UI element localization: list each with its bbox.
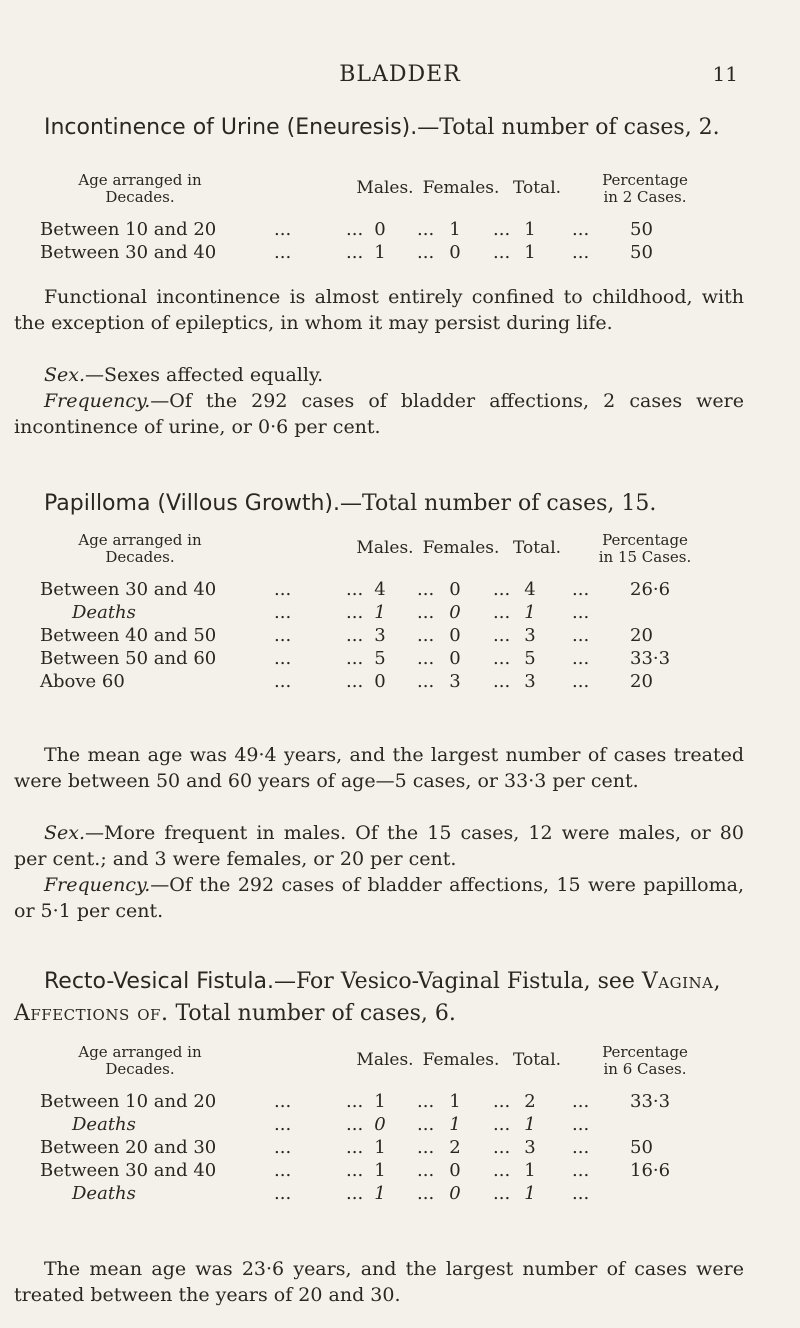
leader-dots: ...	[346, 602, 364, 623]
males-column-header-line: Males.	[356, 538, 414, 558]
sex-label: Sex.	[44, 364, 86, 386]
table-row	[40, 578, 750, 601]
leader-dots: ...	[572, 625, 590, 646]
leader-dots: ...	[493, 242, 511, 263]
leader-dots: ...	[493, 1137, 511, 1158]
leader-dots: ...	[572, 219, 590, 240]
leader-dots: ...	[493, 602, 511, 623]
leader-dots: ...	[274, 1091, 292, 1112]
table-row	[40, 241, 750, 264]
incontinence-frequency	[14, 388, 744, 440]
females-column-header-line: Females.	[422, 1050, 500, 1070]
total-value: 2	[524, 1091, 536, 1112]
leader-dots: ...	[274, 648, 292, 669]
age-column-header	[40, 1044, 240, 1078]
incontinence-sex	[14, 362, 744, 388]
papilloma-heading	[14, 488, 754, 520]
females-value: 0	[449, 648, 461, 669]
recto-see: —For Vesico-Vaginal Fistula, see	[274, 969, 635, 994]
males-value: 0	[374, 219, 386, 240]
leader-dots: ...	[417, 648, 435, 669]
leader-dots: ...	[274, 219, 292, 240]
age-column-header-line: Decades.	[105, 548, 175, 566]
females-value: 1	[449, 1091, 461, 1112]
males-column-header	[350, 1052, 420, 1069]
leader-dots: ...	[493, 1114, 511, 1135]
percentage-value: 20	[630, 671, 653, 692]
frequency-text: —Of the 292 cases of bladder affections, 2 cases were incontinence of urine, or 0·6 per cent.	[14, 390, 744, 438]
percentage-value: 20	[630, 625, 653, 646]
total-value: 1	[524, 602, 536, 623]
leader-dots: ...	[274, 671, 292, 692]
papilloma-title: Papilloma (Villous Growth).	[44, 491, 340, 516]
row-label: Between 50 and 60	[40, 648, 217, 669]
males-value: 1	[374, 1091, 386, 1112]
age-column-header-line: Decades.	[105, 188, 175, 206]
total-value: 3	[524, 1137, 536, 1158]
leader-dots: ...	[417, 1183, 435, 1204]
papilloma-total: —Total number of cases, 15.	[339, 491, 657, 516]
total-value: 3	[524, 671, 536, 692]
frequency-label: Frequency.	[44, 874, 151, 896]
total-column-header	[502, 540, 572, 557]
leader-dots: ...	[417, 219, 435, 240]
frequency-text: —Of the 292 cases of bladder affections, 15 were papilloma, or 5·1 per cent.	[14, 874, 744, 922]
total-value: 3	[524, 625, 536, 646]
leader-dots: ...	[274, 579, 292, 600]
leader-dots: ...	[572, 671, 590, 692]
percentage-column-header	[580, 532, 710, 566]
leader-dots: ...	[346, 1183, 364, 1204]
table-header	[40, 172, 750, 218]
males-column-header	[350, 180, 420, 197]
leader-dots: ...	[572, 602, 590, 623]
table-header	[40, 532, 750, 578]
age-column-header-line: Age arranged in	[78, 171, 202, 189]
table-row	[40, 670, 750, 693]
males-value: 4	[374, 579, 386, 600]
leader-dots: ...	[346, 1160, 364, 1181]
males-column-header-line: Males.	[356, 178, 414, 198]
males-value: 1	[374, 602, 386, 623]
males-value: 3	[374, 625, 386, 646]
leader-dots: ...	[572, 1183, 590, 1204]
incontinence-paragraph: Functional incontinence is almost entirely confined to childhood, with the exception of epileptics, in whom it may persist during life.	[14, 286, 744, 334]
row-label: Deaths	[72, 602, 136, 623]
leader-dots: ...	[346, 242, 364, 263]
leader-dots: ...	[346, 671, 364, 692]
males-value: 5	[374, 648, 386, 669]
table-row	[40, 1136, 750, 1159]
percentage-value: 50	[630, 1137, 653, 1158]
leader-dots: ...	[274, 1183, 292, 1204]
total-value: 1	[524, 1160, 536, 1181]
females-value: 3	[449, 671, 461, 692]
table-row	[40, 1113, 750, 1136]
leader-dots: ...	[417, 242, 435, 263]
recto-heading	[14, 966, 754, 1030]
leader-dots: ...	[493, 671, 511, 692]
leader-dots: ...	[493, 648, 511, 669]
papilloma-paragraph: The mean age was 49·4 years, and the largest number of cases treated were between 50 and 60 years of age—5 cases, or 33·3 per cent.	[14, 744, 744, 792]
percentage-column-header	[580, 172, 710, 206]
total-column-header	[502, 180, 572, 197]
incontinence-title: Incontinence of Urine (Eneuresis).	[44, 115, 418, 140]
percentage-value: 50	[630, 242, 653, 263]
females-value: 0	[449, 602, 461, 623]
row-label: Above 60	[40, 671, 125, 692]
row-label: Between 30 and 40	[40, 242, 217, 263]
row-label: Between 10 and 20	[40, 1091, 217, 1112]
percentage-column-header	[580, 1044, 710, 1078]
leader-dots: ...	[417, 1137, 435, 1158]
females-column-header	[418, 1052, 504, 1069]
leader-dots: ...	[346, 1091, 364, 1112]
females-value: 1	[449, 1114, 461, 1135]
row-label: Between 40 and 50	[40, 625, 217, 646]
table-row	[40, 624, 750, 647]
males-value: 0	[374, 671, 386, 692]
leader-dots: ...	[493, 1091, 511, 1112]
sex-text: —Sexes affected equally.	[85, 364, 324, 386]
males-value: 1	[374, 242, 386, 263]
table-row	[40, 647, 750, 670]
table-row	[40, 1159, 750, 1182]
row-label: Between 30 and 40	[40, 579, 217, 600]
recto-total: Total number of cases, 6.	[175, 1001, 456, 1026]
females-value: 2	[449, 1137, 461, 1158]
table-header	[40, 1044, 750, 1090]
total-column-header-line: Total.	[512, 1050, 562, 1070]
total-column-header	[502, 1052, 572, 1069]
table-row	[40, 1182, 750, 1205]
leader-dots: ...	[274, 1137, 292, 1158]
total-value: 1	[524, 242, 536, 263]
total-value: 1	[524, 1183, 536, 1204]
leader-dots: ...	[493, 625, 511, 646]
leader-dots: ...	[572, 1091, 590, 1112]
leader-dots: ...	[346, 1114, 364, 1135]
table-row	[40, 218, 750, 241]
females-value: 0	[449, 625, 461, 646]
age-column-header-line: Decades.	[105, 1060, 175, 1078]
running-head: BLADDER	[339, 62, 461, 87]
percentage-column-header-line: Percentage	[602, 1043, 688, 1061]
females-value: 0	[449, 1183, 461, 1204]
males-value: 1	[374, 1183, 386, 1204]
table-row	[40, 601, 750, 624]
age-column-header	[40, 532, 240, 566]
table-row	[40, 1090, 750, 1113]
sex-label: Sex.	[44, 822, 86, 844]
percentage-value: 33·3	[630, 1091, 671, 1112]
leader-dots: ...	[572, 1160, 590, 1181]
leader-dots: ...	[346, 579, 364, 600]
leader-dots: ...	[417, 602, 435, 623]
females-value: 0	[449, 1160, 461, 1181]
age-column-header	[40, 172, 240, 206]
percentage-column-header-line: Percentage	[602, 531, 688, 549]
percentage-value: 16·6	[630, 1160, 671, 1181]
leader-dots: ...	[274, 1160, 292, 1181]
percentage-column-header-line: Percentage	[602, 171, 688, 189]
females-column-header-line: Females.	[422, 178, 500, 198]
percentage-value: 26·6	[630, 579, 671, 600]
leader-dots: ...	[572, 648, 590, 669]
recto-paragraph: The mean age was 23·6 years, and the largest number of cases were treated between the years of 20 and 30.	[14, 1258, 744, 1306]
leader-dots: ...	[572, 242, 590, 263]
leader-dots: ...	[417, 671, 435, 692]
males-column-header	[350, 540, 420, 557]
total-value: 5	[524, 648, 536, 669]
total-value: 1	[524, 219, 536, 240]
leader-dots: ...	[493, 1183, 511, 1204]
females-value: 0	[449, 579, 461, 600]
leader-dots: ...	[493, 579, 511, 600]
recto-title: Recto-Vesical Fistula.	[44, 969, 274, 994]
females-column-header	[418, 540, 504, 557]
total-value: 1	[524, 1114, 536, 1135]
leader-dots: ...	[346, 1137, 364, 1158]
leader-dots: ...	[274, 242, 292, 263]
leader-dots: ...	[572, 579, 590, 600]
incontinence-heading	[14, 112, 754, 144]
age-column-header-line: Age arranged in	[78, 1043, 202, 1061]
leader-dots: ...	[417, 1160, 435, 1181]
leader-dots: ...	[417, 579, 435, 600]
leader-dots: ...	[346, 625, 364, 646]
males-value: 1	[374, 1137, 386, 1158]
males-value: 0	[374, 1114, 386, 1135]
incontinence-total: —Total number of cases, 2.	[417, 115, 720, 140]
percentage-value: 33·3	[630, 648, 671, 669]
row-label: Between 20 and 30	[40, 1137, 217, 1158]
leader-dots: ...	[493, 1160, 511, 1181]
leader-dots: ...	[417, 1114, 435, 1135]
papilloma-frequency	[14, 872, 744, 924]
leader-dots: ...	[572, 1137, 590, 1158]
leader-dots: ...	[417, 1091, 435, 1112]
females-column-header	[418, 180, 504, 197]
leader-dots: ...	[346, 219, 364, 240]
leader-dots: ...	[572, 1114, 590, 1135]
percentage-column-header-line: in 6 Cases.	[603, 1060, 687, 1078]
percentage-column-header-line: in 2 Cases.	[603, 188, 687, 206]
leader-dots: ...	[493, 219, 511, 240]
percentage-column-header-line: in 15 Cases.	[598, 548, 692, 566]
leader-dots: ...	[274, 625, 292, 646]
percentage-value: 50	[630, 219, 653, 240]
leader-dots: ...	[417, 625, 435, 646]
papilloma-sex	[14, 820, 744, 872]
frequency-label: Frequency.	[44, 390, 151, 412]
females-value: 0	[449, 242, 461, 263]
row-label: Deaths	[72, 1114, 136, 1135]
sex-text: —More frequent in males. Of the 15 cases, 12 were males, or 80 per cent.; and 3 were females, or 20 per cent.	[14, 822, 744, 870]
row-label: Between 10 and 20	[40, 219, 217, 240]
males-value: 1	[374, 1160, 386, 1181]
leader-dots: ...	[274, 602, 292, 623]
leader-dots: ...	[346, 648, 364, 669]
males-column-header-line: Males.	[356, 1050, 414, 1070]
row-label: Deaths	[72, 1183, 136, 1204]
total-column-header-line: Total.	[512, 178, 562, 198]
leader-dots: ...	[274, 1114, 292, 1135]
incontinence-table	[40, 172, 750, 264]
recto-cross-reference: Vagina, Affections of.	[14, 969, 722, 1026]
recto-table	[40, 1044, 750, 1205]
row-label: Between 30 and 40	[40, 1160, 217, 1181]
females-column-header-line: Females.	[422, 538, 500, 558]
total-value: 4	[524, 579, 536, 600]
total-column-header-line: Total.	[512, 538, 562, 558]
age-column-header-line: Age arranged in	[78, 531, 202, 549]
papilloma-table	[40, 532, 750, 693]
females-value: 1	[449, 219, 461, 240]
page-number: 11	[712, 62, 738, 86]
